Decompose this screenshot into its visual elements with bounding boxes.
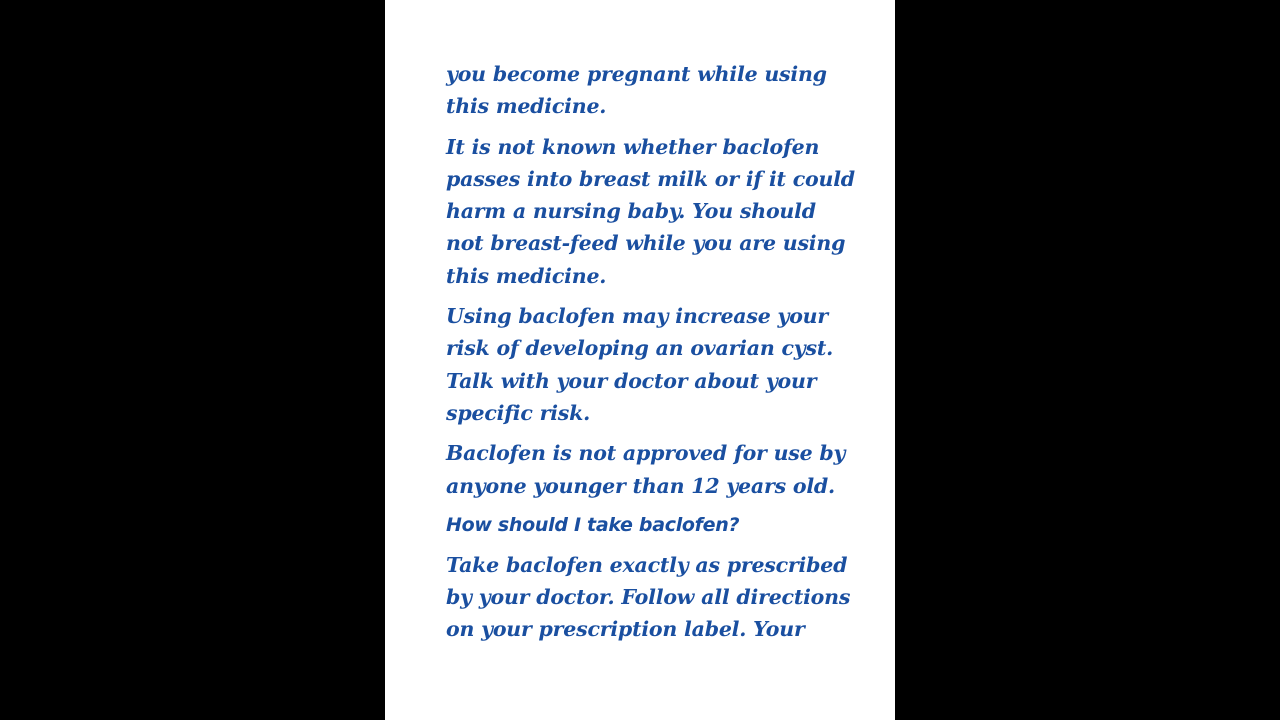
text-line: specific risk. [446, 400, 591, 425]
document-text [446, 58, 886, 654]
text-line: Using baclofen may increase your [446, 304, 828, 329]
text-line: harm a nursing baby. You should [446, 199, 816, 224]
text-line: on your prescription label. Your [446, 617, 805, 642]
document-page [385, 0, 895, 720]
text-line: this medicine. [446, 263, 607, 288]
text-line: anyone younger than 12 years old. [446, 473, 835, 498]
text-line: you become pregnant while using [446, 62, 827, 86]
paragraph-ovarian-cyst [446, 300, 886, 429]
text-line: risk of developing an ovarian cyst. [446, 336, 834, 361]
paragraph-pregnancy [446, 58, 886, 123]
paragraph-age-restriction [446, 437, 886, 502]
text-line: not breast-feed while you are using [446, 231, 846, 256]
text-line: this medicine. [446, 94, 607, 119]
text-line: by your doctor. Follow all directions [446, 585, 851, 610]
paragraph-breastfeeding [446, 131, 886, 292]
section-heading: How should I take baclofen? [446, 513, 740, 536]
text-line: passes into breast milk or if it could [446, 166, 855, 191]
text-line: It is not known whether baclofen [446, 134, 820, 159]
text-line: Take baclofen exactly as prescribed [446, 552, 848, 577]
text-line: Talk with your doctor about your [446, 368, 817, 393]
text-line: Baclofen is not approved for use by [446, 441, 846, 466]
paragraph-dosage [446, 549, 886, 646]
